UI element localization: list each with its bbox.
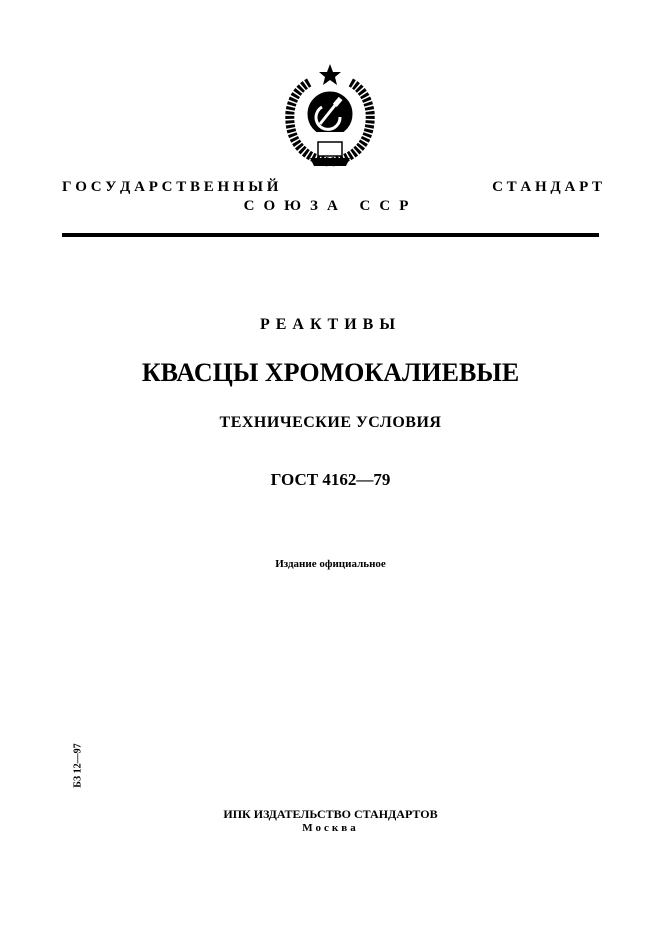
header-state-word: Г О С У Д А Р С Т В Е Н Н Ы Й [62,179,279,195]
edition-note: Издание официальное [275,558,386,570]
publisher-city: Москва [302,822,359,834]
document-designation: ГОСТ 4162—79 [270,470,391,489]
header-ussr: СОЮЗА ССР [243,198,418,214]
publisher-name: ИПК ИЗДАТЕЛЬСТВО СТАНДАРТОВ [223,807,438,821]
document-series: РЕАКТИВЫ [259,316,402,333]
header-state-standard [62,179,602,196]
document-title: КВАСЦЫ ХРОМОКАЛИЕВЫЕ [141,358,520,387]
header-rule-divider [62,233,599,237]
document-subtitle: ТЕХНИЧЕСКИЕ УСЛОВИЯ [219,414,442,431]
side-print-code: БЗ 12—97 [72,743,84,788]
header-standard-word: С Т А Н Д А Р Т [492,179,602,195]
ussr-state-emblem-icon [280,62,380,170]
